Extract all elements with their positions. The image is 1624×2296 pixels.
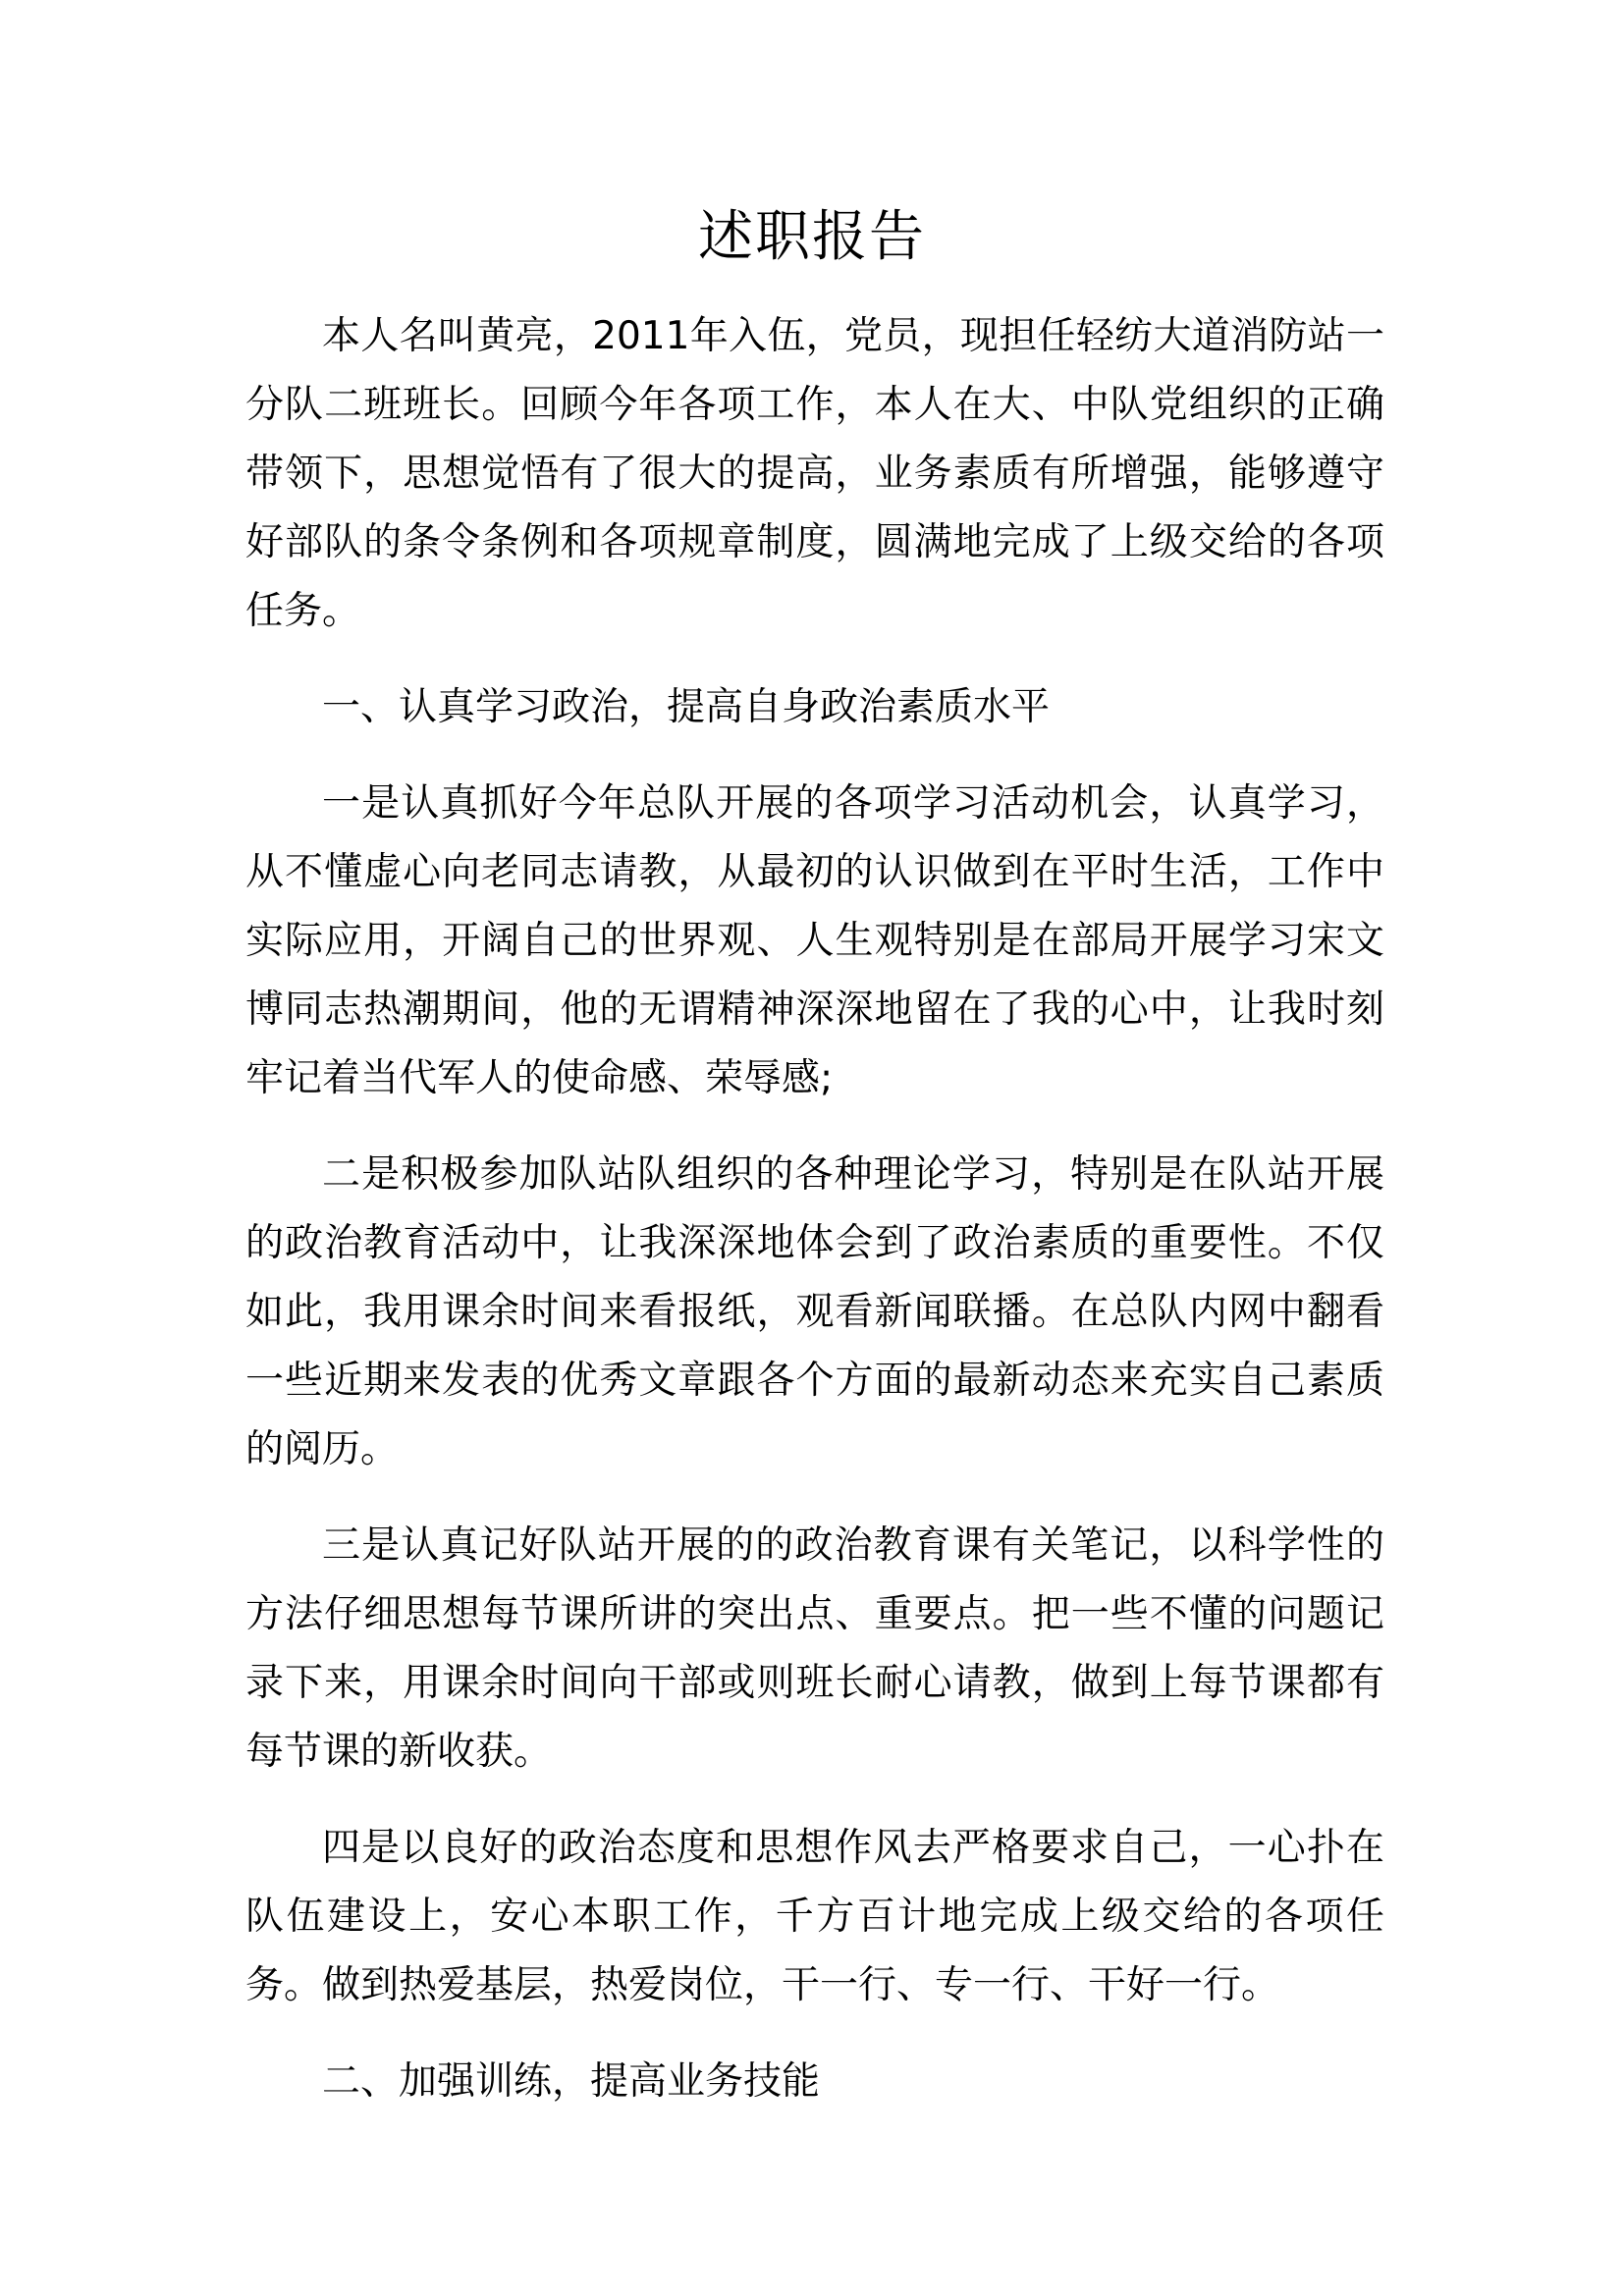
- body-paragraph-1: 一是认真抓好今年总队开展的各项学习活动机会，认真学习，从不懂虚心向老同志请教，从最初的认识做到在平时生活，工作中实际应用，开阔自己的世界观、人生观特别是在部局开展学习宋文博同志热潮期间，他的无谓精神深深地留在了我的心中，让我时刻牢记着当代军人的使命感、荣辱感;: [245, 781, 1384, 1100]
- body-paragraph-2: 二是积极参加队站队组织的各种理论学习，特别是在队站开展的政治教育活动中，让我深深地体会到了政治素质的重要性。不仅如此，我用课余时间来看报纸，观看新闻联播。在总队内网中翻看一些近期来发表的优秀文章跟各个方面的最新动态来充实自己素质的阅历。: [245, 1152, 1384, 1471]
- document-body: [245, 302, 1384, 2144]
- intro-paragraph: 本人名叫黄亮，2011年入伍，党员，现担任轻纺大道消防站一分队二班班长。回顾今年各项工作，本人在大、中队党组织的正确带领下，思想觉悟有了很大的提高，业务素质有所增强，能够遵守好部队的条令条例和各项规章制度，圆满地完成了上级交给的各项任务。: [245, 314, 1384, 633]
- body-paragraph-3: 三是认真记好队站开展的的政治教育课有关笔记，以科学性的方法仔细思想每节课所讲的突出点、重要点。把一些不懂的问题记录下来，用课余时间向干部或则班长耐心请教，做到上每节课都有每节课的新收获。: [245, 1523, 1384, 1774]
- section-heading-politics: 一、认真学习政治，提高自身政治素质水平: [322, 685, 1051, 729]
- body-paragraph-4: 四是以良好的政治态度和思想作风去严格要求自己，一心扑在队伍建设上，安心本职工作，千方百计地完成上级交给的各项任务。做到热爱基层，热爱岗位，干一行、专一行、干好一行。: [245, 1826, 1384, 2007]
- document-title: 述职报告: [698, 205, 926, 269]
- section-heading-training: 二、加强训练，提高业务技能: [322, 2059, 821, 2104]
